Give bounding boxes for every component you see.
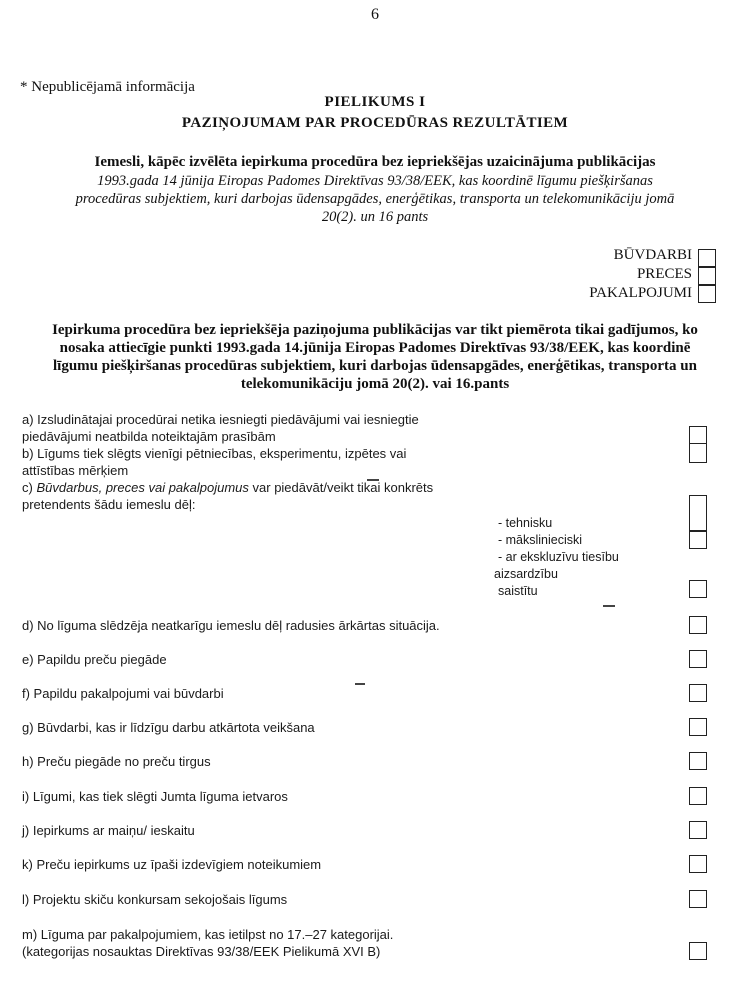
item-c-exclusive-3: saistītu — [498, 584, 538, 598]
item-c-rest: var piedāvāt/veikt tikai konkrēts — [248, 480, 434, 495]
checkbox-i[interactable] — [689, 787, 707, 805]
reasons-line-3: 20(2). un 16 pants — [321, 209, 429, 225]
unpublished-note: * Nepublicējamā informācija — [20, 79, 195, 95]
reasons-title: Iemesli, kāpēc izvēlēta iepirkuma procedūra bez iepriekšējas uzaicinājuma publikācijas — [94, 154, 656, 170]
item-d: d) No līguma slēdzēja neatkarīgu iemeslu dēļ radusies ārkārtas situācija. — [22, 618, 440, 633]
item-m-line-2: (kategorijas nosauktas Direktīvas 93/38/EEK Pielikumā XVI B) — [22, 944, 381, 959]
item-c-exclusive-1: - ar ekskluzīvu tiesību — [498, 550, 619, 564]
scan-mark — [355, 683, 365, 685]
category-label-works: BŪVDARBI — [613, 247, 692, 263]
checkbox-e[interactable] — [689, 650, 707, 668]
checkbox-h[interactable] — [689, 752, 707, 770]
intro-line-3: līgumu piešķiršanas procedūras subjektiem, kuri darbojas ūdensapgādes, enerģētikas, transporta un — [53, 358, 697, 374]
item-c-line-1 — [22, 480, 433, 496]
checkbox-d[interactable] — [689, 616, 707, 634]
scan-mark — [603, 605, 615, 607]
reasons-line-2: procedūras subjektiem, kuri darbojas ūdensapgādes, enerģētikas, transporta un telekomunikāciju jomā — [75, 191, 675, 207]
item-a-line-2: piedāvājumi neatbilda noteiktajām prasībām — [22, 429, 276, 444]
item-l: l) Projektu skiču konkursam sekojošais līgums — [22, 892, 288, 907]
checkbox-f[interactable] — [689, 684, 707, 702]
checkbox-j[interactable] — [689, 821, 707, 839]
item-a-line-1: a) Izsludinātajai procedūrai netika iesniegti piedāvājumi vai iesniegtie — [22, 412, 419, 427]
item-k: k) Preču iepirkums uz īpaši izdevīgiem noteikumiem — [22, 857, 322, 872]
item-c-technical: - tehnisku — [498, 516, 553, 530]
item-b-line-1: b) Līgums tiek slēgts vienīgi pētniecības, eksperimentu, izpētes vai — [22, 446, 407, 461]
item-c-line-2: pretendents šādu iemeslu dēļ: — [22, 497, 196, 512]
checkbox-c-exclusive[interactable] — [689, 580, 707, 598]
checkbox-c-artistic[interactable] — [689, 531, 707, 549]
category-checkbox-goods[interactable] — [698, 267, 716, 285]
category-checkbox-works[interactable] — [698, 249, 716, 267]
annex-subtitle: PAZIŅOJUMAM PAR PROCEDŪRAS REZULTĀTIEM — [181, 115, 569, 131]
reasons-line-1: 1993.gada 14 jūnija Eiropas Padomes Direktīvas 93/38/EEK, kas koordinē līgumu piešķiršanas — [97, 173, 653, 189]
item-c-prefix: c) — [22, 480, 37, 495]
checkbox-m[interactable] — [689, 942, 707, 960]
item-e: e) Papildu preču piegāde — [22, 652, 167, 667]
item-b-line-2: attīstības mērķiem — [22, 463, 129, 478]
item-j: j) Iepirkums ar maiņu/ ieskaitu — [22, 823, 195, 838]
item-g: g) Būvdarbi, kas ir līdzīgu darbu atkārtota veikšana — [22, 720, 315, 735]
item-c-artistic: - mākslinieciski — [498, 533, 583, 547]
category-label-services: PAKALPOJUMI — [589, 285, 692, 301]
intro-line-4: telekomunikāciju jomā 20(2). vai 16.pants — [240, 376, 510, 392]
checkbox-g[interactable] — [689, 718, 707, 736]
intro-line-2: nosaka attiecīgie punkti 1993.gada 14.jūnija Eiropas Padomes Direktīvas 93/38/EEK, kas koordinē — [59, 340, 691, 356]
checkbox-b[interactable] — [689, 443, 707, 463]
item-h: h) Preču piegāde no preču tirgus — [22, 754, 211, 769]
item-f: f) Papildu pakalpojumi vai būvdarbi — [22, 686, 224, 701]
checkbox-c-technical[interactable] — [689, 495, 707, 531]
item-c-exclusive-2: aizsardzību — [494, 567, 558, 581]
item-c-italic: Būvdarbus, preces vai pakalpojumus — [36, 480, 249, 495]
category-checkbox-services[interactable] — [698, 285, 716, 303]
category-label-goods: PRECES — [636, 266, 692, 282]
item-m-line-1: m) Līguma par pakalpojumiem, kas ietilpst no 17.–27 kategorijai. — [22, 927, 394, 942]
item-i: i) Līgumi, kas tiek slēgti Jumta līguma ietvaros — [22, 789, 288, 804]
checkbox-k[interactable] — [689, 855, 707, 873]
page-number: 6 — [371, 6, 379, 23]
checkbox-l[interactable] — [689, 890, 707, 908]
annex-title: PIELIKUMS I — [324, 94, 426, 110]
intro-line-1: Iepirkuma procedūra bez iepriekšēja paziņojuma publikācijas var tikt piemērota tikai gadījumos, ko — [52, 322, 698, 338]
